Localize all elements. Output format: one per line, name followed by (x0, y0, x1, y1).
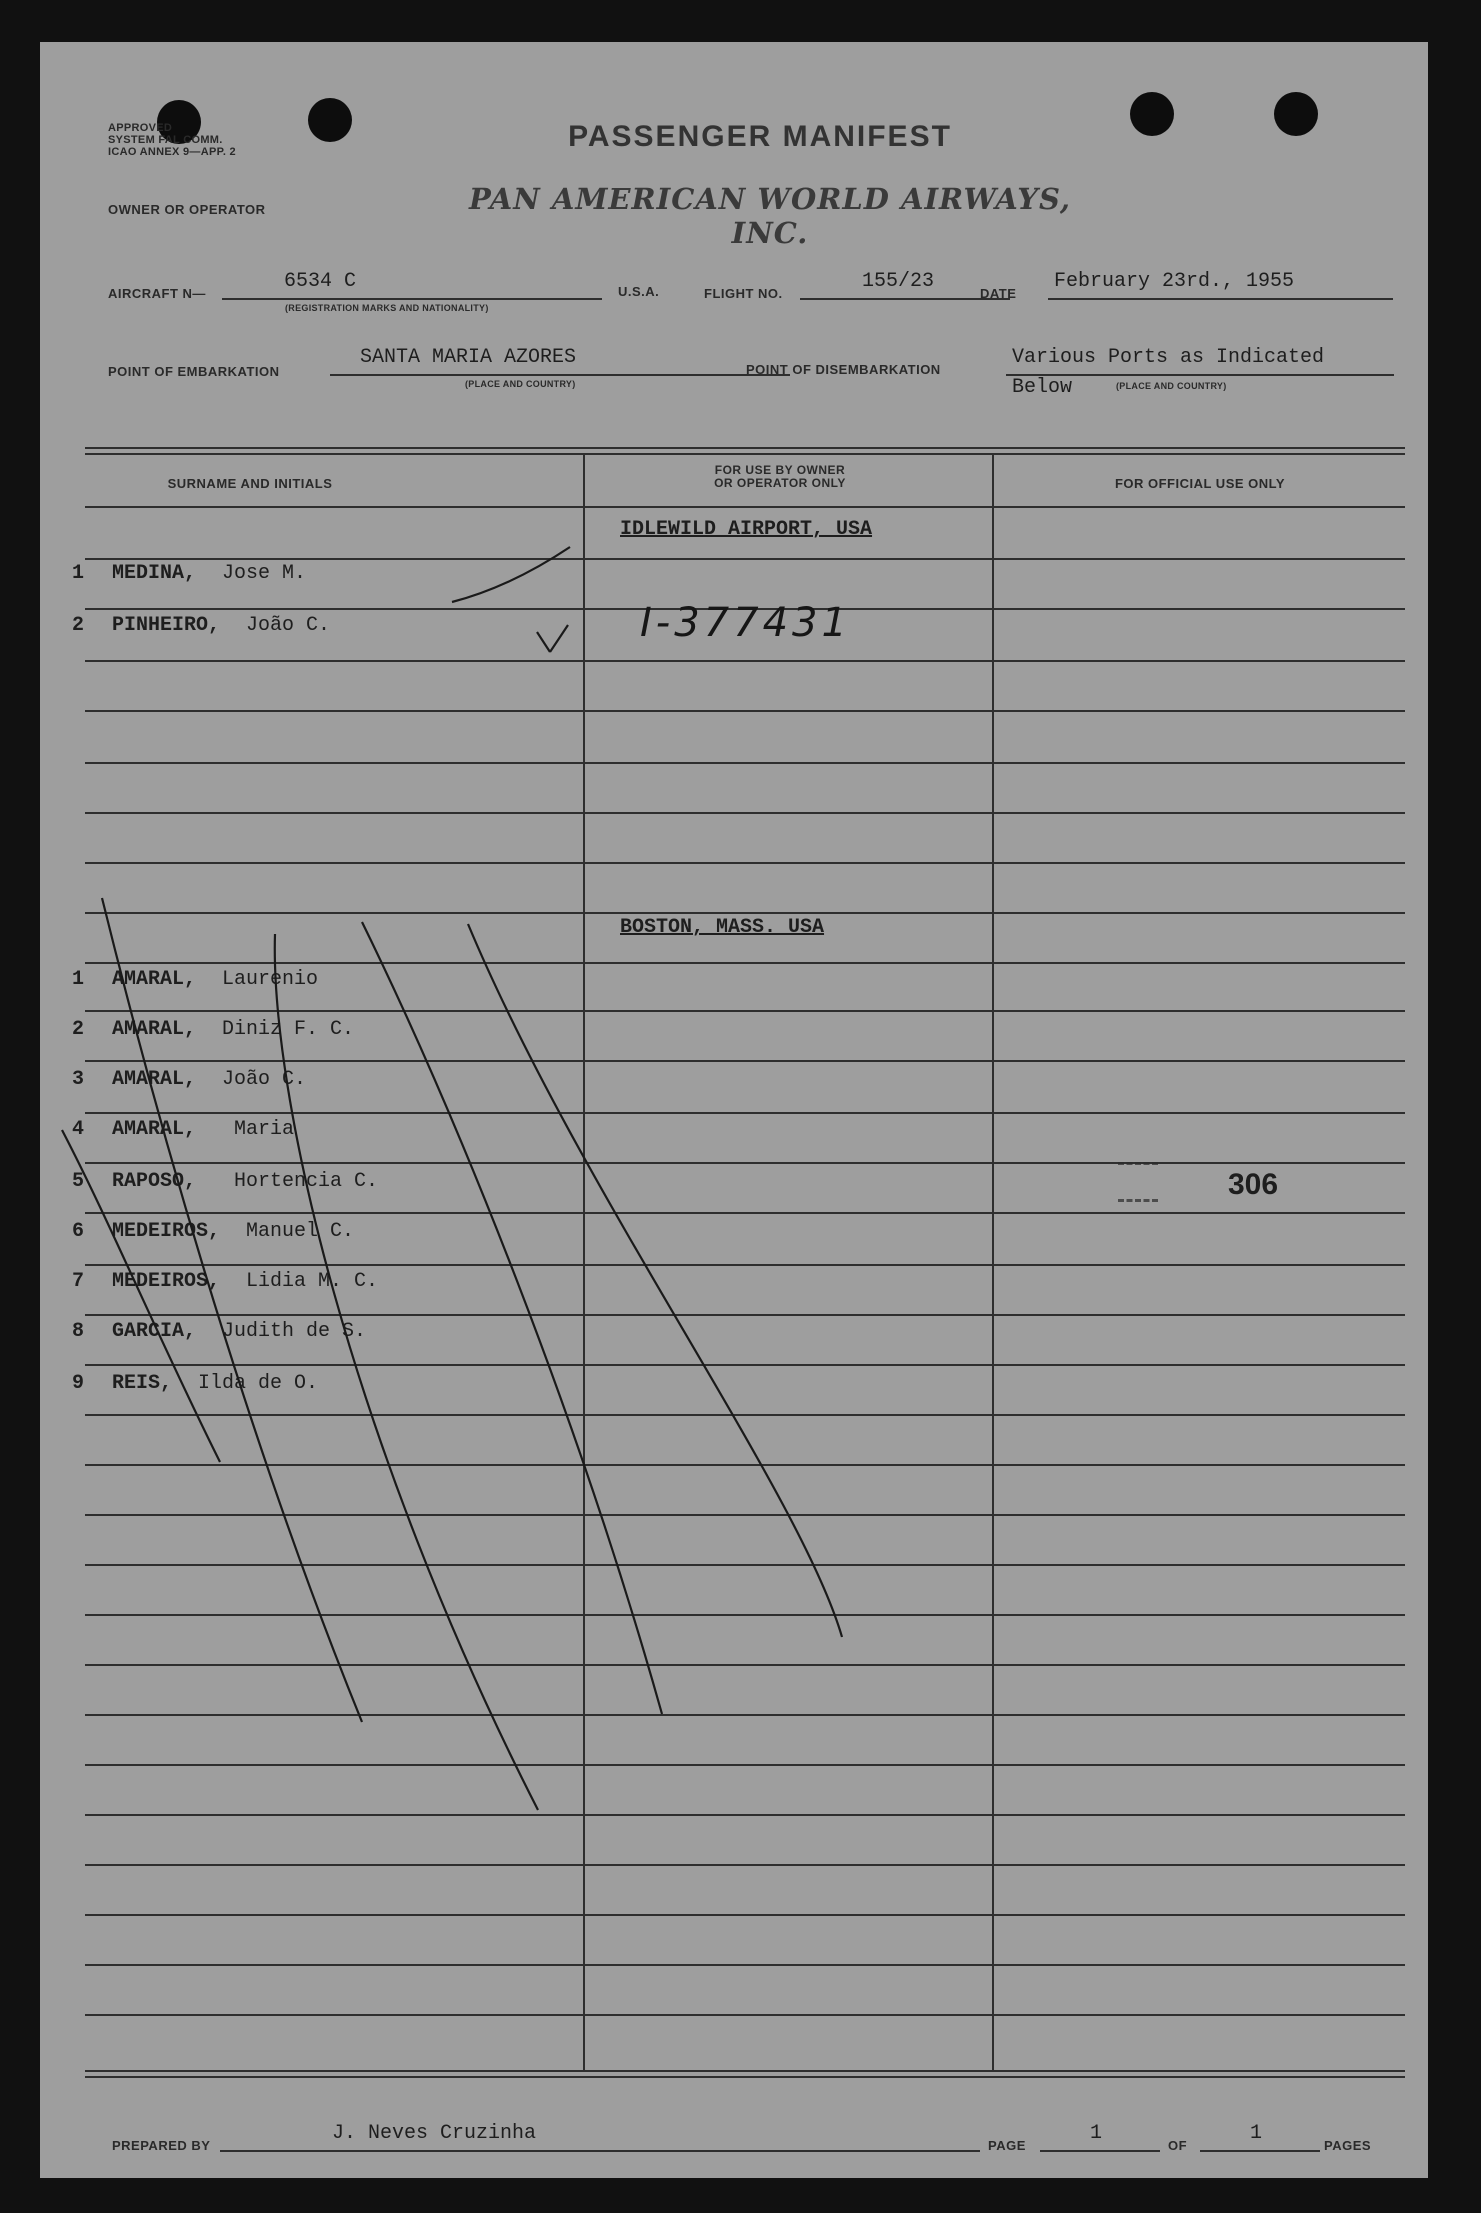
passenger-row-number: 9 (72, 1372, 85, 1395)
passenger-given-name: Judith de S. (222, 1320, 367, 1343)
passenger-row-number: 1 (72, 968, 85, 991)
of-label: OF (1168, 2138, 1188, 2153)
disembark-caption: (PLACE AND COUNTRY) (1116, 381, 1227, 391)
passenger-surname: MEDINA, (112, 562, 197, 585)
passenger-given-name: Hortencia C. (234, 1170, 379, 1193)
nationality-label: U.S.A. (618, 284, 660, 299)
approval-line: APPROVED (108, 122, 173, 134)
passenger-row-number: 4 (72, 1118, 85, 1141)
passenger-row-number: 2 (72, 614, 85, 637)
column-owner-use-line: OR OPERATOR ONLY (714, 476, 846, 490)
embark-value: SANTA MARIA AZORES (360, 346, 577, 369)
disembark-value-2: Below (1012, 376, 1073, 399)
passenger-given-name: Jose M. (222, 562, 307, 585)
column-official-use: FOR OFFICIAL USE ONLY (1114, 476, 1286, 491)
approval-line: SYSTEM FAL COMM. (108, 134, 223, 146)
handwritten-note: I-377431 (640, 600, 851, 646)
passenger-given-name: João C. (246, 614, 331, 637)
passenger-row-number: 8 (72, 1320, 85, 1343)
operator-name: PAN AMERICAN WORLD AIRWAYS, INC. (469, 182, 1071, 250)
date-value: February 23rd., 1955 (1054, 270, 1295, 293)
passenger-row-number: 2 (72, 1018, 85, 1041)
passenger-surname: REIS, (112, 1372, 173, 1395)
flight-label: FLIGHT NO. (704, 286, 783, 301)
pen-strokes (40, 42, 1428, 2178)
aircraft-label: AIRCRAFT N— (108, 286, 206, 301)
pages-label: PAGES (1324, 2138, 1372, 2153)
official-stamp-number: 306 (1228, 1168, 1279, 1201)
aircraft-value: 6534 C (284, 270, 357, 293)
passenger-row-number: 7 (72, 1270, 85, 1293)
passenger-surname: MEDEIROS, (112, 1270, 221, 1293)
passenger-surname: RAPOSO, (112, 1170, 197, 1193)
page-underline (1040, 2150, 1160, 2152)
manifest-sheet (40, 42, 1428, 2178)
owner-label: OWNER OR OPERATOR (108, 202, 266, 217)
passenger-given-name: Diniz F. C. (222, 1018, 355, 1041)
column-surname: SURNAME AND INITIALS (167, 476, 333, 491)
prepared-by-label: PREPARED BY (112, 2138, 211, 2153)
section-destination: IDLEWILD AIRPORT, USA (620, 518, 873, 541)
date-label: DATE (980, 286, 1017, 301)
disembark-label: POINT OF DISEMBARKATION (746, 362, 941, 377)
embark-caption: (PLACE AND COUNTRY) (465, 379, 576, 389)
passenger-given-name: Lidia M. C. (246, 1270, 379, 1293)
passenger-given-name: João C. (222, 1068, 307, 1091)
section-destination: BOSTON, MASS. USA (620, 916, 825, 939)
column-owner-use-line: FOR USE BY OWNER (714, 463, 846, 477)
passenger-given-name: Laurenio (222, 968, 319, 991)
approval-line: ICAO ANNEX 9—APP. 2 (108, 146, 236, 158)
prepared-by-value: J. Neves Cruzinha (332, 2122, 537, 2145)
embark-label: POINT OF EMBARKATION (108, 364, 280, 379)
aircraft-caption: (REGISTRATION MARKS AND NATIONALITY) (285, 303, 489, 313)
passenger-surname: AMARAL, (112, 1118, 197, 1141)
prepared-underline (220, 2150, 980, 2152)
passenger-surname: AMARAL, (112, 968, 197, 991)
passenger-given-name: Maria (234, 1118, 295, 1141)
passenger-surname: AMARAL, (112, 1018, 197, 1041)
passenger-surname: PINHEIRO, (112, 614, 221, 637)
flight-value: 155/23 (862, 270, 935, 293)
passenger-surname: GARCIA, (112, 1320, 197, 1343)
passenger-given-name: Manuel C. (246, 1220, 355, 1243)
passenger-row-number: 1 (72, 562, 85, 585)
disembark-value: Various Ports as Indicated (1012, 346, 1325, 369)
passenger-surname: MEDEIROS, (112, 1220, 221, 1243)
passenger-row-number: 6 (72, 1220, 85, 1243)
passenger-row-number: 5 (72, 1170, 85, 1193)
page-label: PAGE (988, 2138, 1026, 2153)
passenger-row-number: 3 (72, 1068, 85, 1091)
page-value: 1 (1090, 2122, 1103, 2145)
passenger-given-name: Ilda de O. (198, 1372, 319, 1395)
of-underline (1200, 2150, 1320, 2152)
of-value: 1 (1250, 2122, 1263, 2145)
page-title: PASSENGER MANIFEST (568, 120, 952, 153)
passenger-surname: AMARAL, (112, 1068, 197, 1091)
